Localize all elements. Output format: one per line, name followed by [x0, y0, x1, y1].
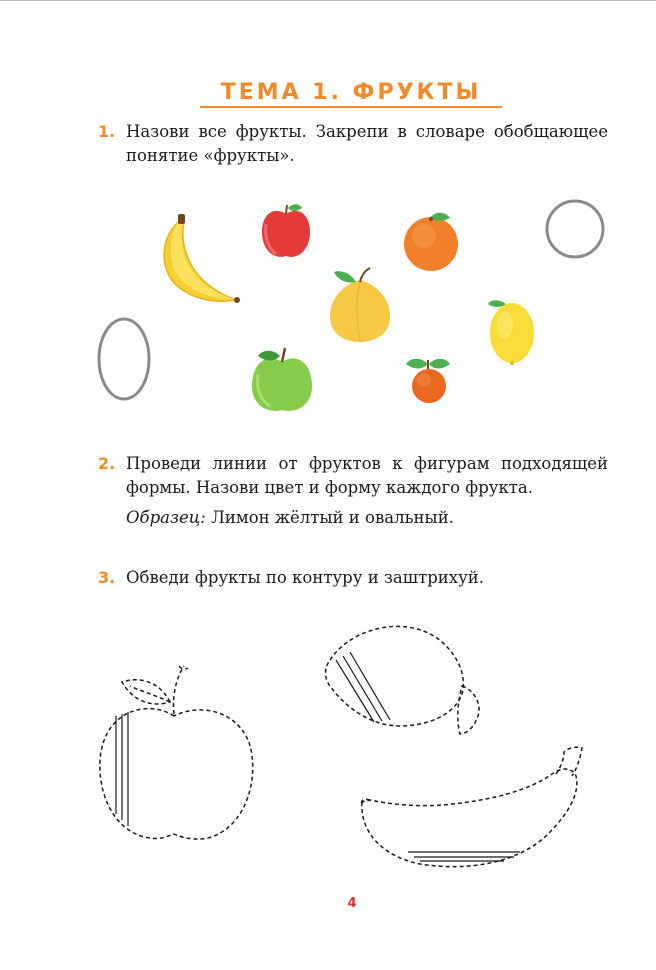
banana-icon — [164, 214, 240, 303]
apple-tracing-outline — [100, 666, 253, 839]
lemon-hatching — [336, 652, 390, 722]
lemon-icon — [488, 300, 534, 365]
pomelo-icon — [330, 268, 390, 342]
task-2-number: 2. — [98, 454, 116, 473]
red-apple-icon — [262, 204, 310, 257]
example-label: Образец: — [126, 508, 206, 527]
apple-hatching — [116, 712, 128, 826]
page-title: ТЕМА 1. ФРУКТЫ — [220, 80, 482, 105]
apricot-icon — [406, 359, 450, 403]
task-1-text: Назови все фрукты. Закрепи в словаре обобщающее понятие «фрукты». — [126, 122, 608, 165]
oval-shape-icon — [99, 319, 149, 399]
banana-tracing-outline — [361, 747, 582, 866]
page-number: 4 — [347, 896, 357, 911]
circle-shape-icon — [547, 201, 603, 257]
example-text: Лимон жёлтый и овальный. — [205, 508, 454, 527]
task-2-text: Проведи линии от фруктов к фигурам подходящей формы. Назови цвет и форму каждого фрукта. — [126, 454, 608, 497]
task-1-number: 1. — [98, 122, 116, 141]
orange-icon — [404, 213, 458, 271]
task-3-number: 3. — [98, 568, 116, 587]
task-3-text: Обведи фрукты по контуру и заштрихуй. — [126, 568, 485, 587]
green-apple-icon — [252, 348, 312, 411]
